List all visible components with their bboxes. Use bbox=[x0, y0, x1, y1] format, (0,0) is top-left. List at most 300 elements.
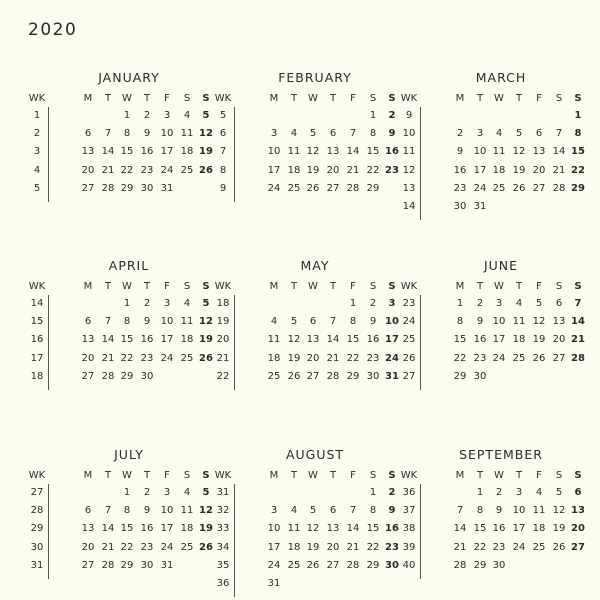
day-cell: 26 bbox=[199, 352, 213, 364]
weekday-header: T bbox=[290, 93, 298, 104]
day-cell: 31 bbox=[160, 559, 174, 571]
day-cell: 5 bbox=[309, 128, 317, 140]
day-cell: 3 bbox=[515, 487, 523, 498]
day-cell: 17 bbox=[267, 164, 281, 176]
week-number: 35 bbox=[216, 559, 230, 571]
weekday-header: M bbox=[269, 93, 279, 104]
day-cell: 2 bbox=[143, 487, 151, 498]
day-cell: 21 bbox=[326, 352, 340, 364]
day-cell: 19 bbox=[306, 541, 320, 553]
day-cell: 12 bbox=[306, 146, 320, 158]
day-cell: 31 bbox=[385, 370, 399, 382]
weekday-header: T bbox=[143, 470, 151, 481]
day-cell: 1 bbox=[476, 487, 484, 498]
day-cell: 15 bbox=[366, 146, 380, 158]
day-cell: 3 bbox=[495, 298, 503, 309]
day-cell: 11 bbox=[532, 505, 546, 517]
week-number-header: WK bbox=[400, 281, 418, 292]
day-cell: 14 bbox=[326, 334, 340, 346]
day-cell: 14 bbox=[346, 523, 360, 535]
day-cell: 12 bbox=[532, 316, 546, 328]
weekday-header: F bbox=[350, 470, 356, 481]
day-cell: 1 bbox=[123, 487, 131, 498]
day-cell: 20 bbox=[326, 164, 340, 176]
weekday-header: M bbox=[455, 281, 465, 292]
weekday-header: W bbox=[122, 93, 132, 104]
day-cell: 27 bbox=[571, 541, 585, 553]
day-cell: 9 bbox=[388, 505, 396, 517]
day-cell: 13 bbox=[326, 523, 340, 535]
day-cell: 9 bbox=[143, 505, 151, 517]
weekday-header: W bbox=[308, 93, 318, 104]
day-cell: 12 bbox=[199, 128, 213, 140]
day-cell: 26 bbox=[552, 541, 566, 553]
day-cell: 17 bbox=[160, 146, 174, 158]
day-cell: 24 bbox=[267, 182, 281, 194]
day-cell: 28 bbox=[326, 370, 340, 382]
day-cell: 4 bbox=[290, 505, 298, 517]
day-cell: 27 bbox=[552, 352, 566, 364]
day-cell: 30 bbox=[473, 370, 487, 382]
week-number: 6 bbox=[219, 128, 227, 140]
weekday-header: S bbox=[202, 93, 210, 104]
day-cell: 4 bbox=[183, 110, 191, 121]
week-number: 29 bbox=[30, 523, 44, 535]
day-cell: 16 bbox=[385, 523, 399, 535]
day-cell: 21 bbox=[571, 334, 585, 346]
day-cell: 20 bbox=[81, 541, 95, 553]
day-cell: 30 bbox=[140, 559, 154, 571]
week-column-divider bbox=[234, 107, 235, 202]
day-cell: 17 bbox=[160, 334, 174, 346]
week-number-header: WK bbox=[400, 470, 418, 481]
day-cell: 7 bbox=[104, 316, 112, 328]
week-column-divider bbox=[420, 107, 421, 220]
weekday-header: W bbox=[308, 470, 318, 481]
day-cell: 9 bbox=[456, 146, 464, 158]
weekday-header: S bbox=[369, 281, 377, 292]
day-cell: 7 bbox=[349, 128, 357, 140]
day-cell: 25 bbox=[287, 559, 301, 571]
week-number: 33 bbox=[216, 523, 230, 535]
month-august bbox=[214, 447, 399, 596]
month-february bbox=[214, 70, 399, 201]
day-cell: 28 bbox=[101, 182, 115, 194]
day-cell: 25 bbox=[532, 541, 546, 553]
day-cell: 25 bbox=[287, 182, 301, 194]
day-cell: 7 bbox=[574, 298, 582, 309]
day-cell: 8 bbox=[476, 505, 484, 517]
day-cell: 24 bbox=[160, 164, 174, 176]
day-cell: 4 bbox=[183, 487, 191, 498]
week-number: 18 bbox=[216, 298, 230, 309]
weekday-header: M bbox=[83, 93, 93, 104]
day-cell: 3 bbox=[476, 128, 484, 140]
day-cell: 18 bbox=[532, 523, 546, 535]
day-cell: 4 bbox=[290, 128, 298, 140]
weekday-header: F bbox=[164, 281, 170, 292]
day-cell: 29 bbox=[120, 559, 134, 571]
day-cell: 10 bbox=[160, 316, 174, 328]
day-cell: 19 bbox=[199, 523, 213, 535]
month-july bbox=[28, 447, 213, 578]
day-cell: 13 bbox=[552, 316, 566, 328]
month-april bbox=[28, 258, 213, 389]
day-cell: 5 bbox=[202, 298, 210, 309]
weekday-header: S bbox=[369, 470, 377, 481]
day-cell: 1 bbox=[123, 298, 131, 309]
day-cell: 11 bbox=[287, 523, 301, 535]
weekday-header: S bbox=[574, 93, 582, 104]
week-number-header: WK bbox=[214, 470, 232, 481]
day-cell: 8 bbox=[123, 505, 131, 517]
day-cell: 21 bbox=[101, 352, 115, 364]
week-number: 3 bbox=[33, 146, 41, 158]
day-cell: 29 bbox=[473, 559, 487, 571]
day-cell: 19 bbox=[512, 164, 526, 176]
weekday-header: S bbox=[183, 470, 191, 481]
week-number: 10 bbox=[402, 128, 416, 140]
day-cell: 7 bbox=[349, 505, 357, 517]
day-cell: 13 bbox=[81, 523, 95, 535]
day-cell: 8 bbox=[123, 128, 131, 140]
weekday-header: S bbox=[388, 470, 396, 481]
day-cell: 5 bbox=[202, 110, 210, 121]
day-cell: 14 bbox=[101, 334, 115, 346]
weekday-header: S bbox=[555, 281, 563, 292]
weekday-header: T bbox=[515, 281, 523, 292]
month-title: JUNE bbox=[483, 258, 519, 273]
week-number: 30 bbox=[30, 541, 44, 553]
week-number: 18 bbox=[30, 370, 44, 382]
day-cell: 31 bbox=[267, 578, 281, 589]
day-cell: 28 bbox=[101, 559, 115, 571]
day-cell: 23 bbox=[140, 164, 154, 176]
day-cell: 26 bbox=[306, 182, 320, 194]
day-cell: 17 bbox=[267, 541, 281, 553]
day-cell: 11 bbox=[180, 505, 194, 517]
day-cell: 9 bbox=[495, 505, 503, 517]
day-cell: 10 bbox=[492, 316, 506, 328]
week-number: 37 bbox=[402, 505, 416, 517]
month-title: MAY bbox=[300, 258, 330, 273]
day-cell: 6 bbox=[329, 128, 337, 140]
month-title: JULY bbox=[114, 447, 144, 462]
day-cell: 7 bbox=[555, 128, 563, 140]
day-cell: 5 bbox=[535, 298, 543, 309]
day-cell: 6 bbox=[84, 316, 92, 328]
week-number-header: WK bbox=[28, 281, 46, 292]
day-cell: 30 bbox=[366, 370, 380, 382]
weekday-header: T bbox=[476, 281, 484, 292]
day-cell: 10 bbox=[160, 128, 174, 140]
day-cell: 31 bbox=[160, 182, 174, 194]
day-cell: 20 bbox=[552, 334, 566, 346]
day-cell: 30 bbox=[492, 559, 506, 571]
week-column-divider bbox=[234, 295, 235, 390]
day-cell: 23 bbox=[473, 352, 487, 364]
day-cell: 4 bbox=[515, 298, 523, 309]
week-number: 28 bbox=[30, 505, 44, 517]
day-cell: 26 bbox=[199, 164, 213, 176]
day-cell: 24 bbox=[160, 541, 174, 553]
day-cell: 2 bbox=[143, 110, 151, 121]
day-cell: 6 bbox=[555, 298, 563, 309]
day-cell: 22 bbox=[120, 352, 134, 364]
day-cell: 26 bbox=[512, 182, 526, 194]
day-cell: 16 bbox=[140, 523, 154, 535]
weekday-header: M bbox=[269, 281, 279, 292]
day-cell: 28 bbox=[346, 559, 360, 571]
day-cell: 15 bbox=[571, 146, 585, 158]
day-cell: 27 bbox=[81, 370, 95, 382]
day-cell: 27 bbox=[81, 559, 95, 571]
week-number: 24 bbox=[402, 316, 416, 328]
weekday-header: S bbox=[202, 470, 210, 481]
week-number: 17 bbox=[30, 352, 44, 364]
week-number: 36 bbox=[402, 487, 416, 498]
weekday-header: M bbox=[83, 281, 93, 292]
week-number: 13 bbox=[402, 182, 416, 194]
day-cell: 20 bbox=[326, 541, 340, 553]
day-cell: 23 bbox=[140, 541, 154, 553]
weekday-header: T bbox=[290, 470, 298, 481]
day-cell: 8 bbox=[349, 316, 357, 328]
weekday-header: S bbox=[574, 281, 582, 292]
day-cell: 19 bbox=[199, 334, 213, 346]
week-number: 39 bbox=[402, 541, 416, 553]
week-number: 2 bbox=[33, 128, 41, 140]
day-cell: 25 bbox=[492, 182, 506, 194]
day-cell: 25 bbox=[180, 164, 194, 176]
day-cell: 30 bbox=[140, 182, 154, 194]
week-number-header: WK bbox=[400, 93, 418, 104]
day-cell: 11 bbox=[180, 128, 194, 140]
day-cell: 30 bbox=[453, 201, 467, 212]
day-cell: 24 bbox=[512, 541, 526, 553]
weekday-header: T bbox=[104, 281, 112, 292]
week-number: 15 bbox=[30, 316, 44, 328]
day-cell: 21 bbox=[552, 164, 566, 176]
day-cell: 4 bbox=[535, 487, 543, 498]
weekday-header: S bbox=[369, 93, 377, 104]
week-number-header: WK bbox=[214, 93, 232, 104]
day-cell: 20 bbox=[81, 164, 95, 176]
weekday-header: T bbox=[515, 93, 523, 104]
week-number-header: WK bbox=[28, 93, 46, 104]
day-cell: 22 bbox=[366, 164, 380, 176]
day-cell: 9 bbox=[369, 316, 377, 328]
day-cell: 13 bbox=[306, 334, 320, 346]
month-title: APRIL bbox=[108, 258, 150, 273]
day-cell: 14 bbox=[552, 146, 566, 158]
day-cell: 18 bbox=[180, 146, 194, 158]
day-cell: 26 bbox=[199, 541, 213, 553]
week-column-divider bbox=[48, 295, 49, 390]
day-cell: 21 bbox=[453, 541, 467, 553]
day-cell: 4 bbox=[495, 128, 503, 140]
week-number: 25 bbox=[402, 334, 416, 346]
day-cell: 7 bbox=[329, 316, 337, 328]
day-cell: 2 bbox=[143, 298, 151, 309]
weekday-header: F bbox=[536, 470, 542, 481]
day-cell: 1 bbox=[123, 110, 131, 121]
week-number: 4 bbox=[33, 164, 41, 176]
week-number-header: WK bbox=[214, 281, 232, 292]
week-column-divider bbox=[420, 295, 421, 390]
week-number: 8 bbox=[219, 164, 227, 176]
day-cell: 17 bbox=[512, 523, 526, 535]
day-cell: 22 bbox=[366, 541, 380, 553]
day-cell: 25 bbox=[512, 352, 526, 364]
weekday-header: T bbox=[515, 470, 523, 481]
weekday-header: S bbox=[388, 93, 396, 104]
day-cell: 4 bbox=[183, 298, 191, 309]
day-cell: 19 bbox=[532, 334, 546, 346]
day-cell: 19 bbox=[552, 523, 566, 535]
day-cell: 6 bbox=[309, 316, 317, 328]
day-cell: 11 bbox=[267, 334, 281, 346]
day-cell: 11 bbox=[287, 146, 301, 158]
day-cell: 17 bbox=[492, 334, 506, 346]
week-number: 32 bbox=[216, 505, 230, 517]
day-cell: 24 bbox=[473, 182, 487, 194]
week-number: 19 bbox=[216, 316, 230, 328]
day-cell: 6 bbox=[84, 505, 92, 517]
day-cell: 3 bbox=[163, 487, 171, 498]
day-cell: 25 bbox=[267, 370, 281, 382]
weekday-header: T bbox=[329, 281, 337, 292]
day-cell: 13 bbox=[81, 146, 95, 158]
week-number: 9 bbox=[219, 182, 227, 194]
day-cell: 15 bbox=[473, 523, 487, 535]
day-cell: 13 bbox=[532, 146, 546, 158]
day-cell: 8 bbox=[123, 316, 131, 328]
day-cell: 16 bbox=[473, 334, 487, 346]
weekday-header: F bbox=[350, 93, 356, 104]
day-cell: 28 bbox=[101, 370, 115, 382]
day-cell: 14 bbox=[101, 146, 115, 158]
day-cell: 18 bbox=[180, 523, 194, 535]
day-cell: 24 bbox=[160, 352, 174, 364]
week-number: 9 bbox=[405, 110, 413, 121]
day-cell: 1 bbox=[349, 298, 357, 309]
day-cell: 20 bbox=[532, 164, 546, 176]
day-cell: 8 bbox=[369, 128, 377, 140]
day-cell: 14 bbox=[346, 146, 360, 158]
day-cell: 15 bbox=[453, 334, 467, 346]
day-cell: 29 bbox=[453, 370, 467, 382]
day-cell: 1 bbox=[369, 487, 377, 498]
week-number: 22 bbox=[216, 370, 230, 382]
month-march bbox=[400, 70, 585, 219]
day-cell: 14 bbox=[571, 316, 585, 328]
day-cell: 21 bbox=[346, 541, 360, 553]
weekday-header: S bbox=[555, 93, 563, 104]
weekday-header: M bbox=[269, 470, 279, 481]
day-cell: 13 bbox=[326, 146, 340, 158]
day-cell: 24 bbox=[267, 559, 281, 571]
day-cell: 10 bbox=[267, 523, 281, 535]
day-cell: 25 bbox=[180, 541, 194, 553]
day-cell: 24 bbox=[492, 352, 506, 364]
week-number: 23 bbox=[402, 298, 416, 309]
day-cell: 2 bbox=[388, 487, 396, 498]
weekday-header: F bbox=[164, 470, 170, 481]
week-column-divider bbox=[48, 107, 49, 202]
day-cell: 14 bbox=[101, 523, 115, 535]
day-cell: 18 bbox=[180, 334, 194, 346]
weekday-header: M bbox=[455, 93, 465, 104]
day-cell: 7 bbox=[104, 505, 112, 517]
day-cell: 23 bbox=[366, 352, 380, 364]
weekday-header: S bbox=[574, 470, 582, 481]
week-number: 31 bbox=[30, 559, 44, 571]
week-number: 14 bbox=[30, 298, 44, 309]
day-cell: 1 bbox=[369, 110, 377, 121]
day-cell: 2 bbox=[495, 487, 503, 498]
day-cell: 15 bbox=[120, 523, 134, 535]
day-cell: 29 bbox=[366, 559, 380, 571]
weekday-header: W bbox=[122, 470, 132, 481]
day-cell: 21 bbox=[101, 541, 115, 553]
month-title: AUGUST bbox=[285, 447, 345, 462]
week-column-divider bbox=[420, 484, 421, 579]
day-cell: 18 bbox=[267, 352, 281, 364]
weekday-header: W bbox=[308, 281, 318, 292]
day-cell: 22 bbox=[473, 541, 487, 553]
day-cell: 16 bbox=[385, 146, 399, 158]
day-cell: 9 bbox=[143, 128, 151, 140]
day-cell: 23 bbox=[453, 182, 467, 194]
day-cell: 21 bbox=[101, 164, 115, 176]
day-cell: 6 bbox=[329, 505, 337, 517]
week-number: 38 bbox=[402, 523, 416, 535]
day-cell: 5 bbox=[515, 128, 523, 140]
day-cell: 7 bbox=[456, 505, 464, 517]
month-title: FEBRUARY bbox=[278, 70, 352, 85]
day-cell: 6 bbox=[574, 487, 582, 498]
day-cell: 12 bbox=[306, 523, 320, 535]
day-cell: 27 bbox=[81, 182, 95, 194]
day-cell: 27 bbox=[306, 370, 320, 382]
day-cell: 10 bbox=[512, 505, 526, 517]
day-cell: 15 bbox=[346, 334, 360, 346]
weekday-header: T bbox=[329, 470, 337, 481]
weekday-header: S bbox=[202, 281, 210, 292]
month-january bbox=[28, 70, 213, 201]
day-cell: 25 bbox=[180, 352, 194, 364]
weekday-header: S bbox=[388, 281, 396, 292]
day-cell: 23 bbox=[140, 352, 154, 364]
day-cell: 7 bbox=[104, 128, 112, 140]
day-cell: 16 bbox=[366, 334, 380, 346]
weekday-header: T bbox=[290, 281, 298, 292]
day-cell: 27 bbox=[532, 182, 546, 194]
day-cell: 15 bbox=[120, 334, 134, 346]
day-cell: 22 bbox=[453, 352, 467, 364]
day-cell: 2 bbox=[476, 298, 484, 309]
day-cell: 1 bbox=[456, 298, 464, 309]
month-june bbox=[400, 258, 585, 389]
day-cell: 18 bbox=[287, 541, 301, 553]
day-cell: 9 bbox=[388, 128, 396, 140]
weekday-header: W bbox=[494, 470, 504, 481]
day-cell: 21 bbox=[346, 164, 360, 176]
day-cell: 3 bbox=[388, 298, 396, 309]
weekday-header: T bbox=[476, 470, 484, 481]
day-cell: 29 bbox=[346, 370, 360, 382]
